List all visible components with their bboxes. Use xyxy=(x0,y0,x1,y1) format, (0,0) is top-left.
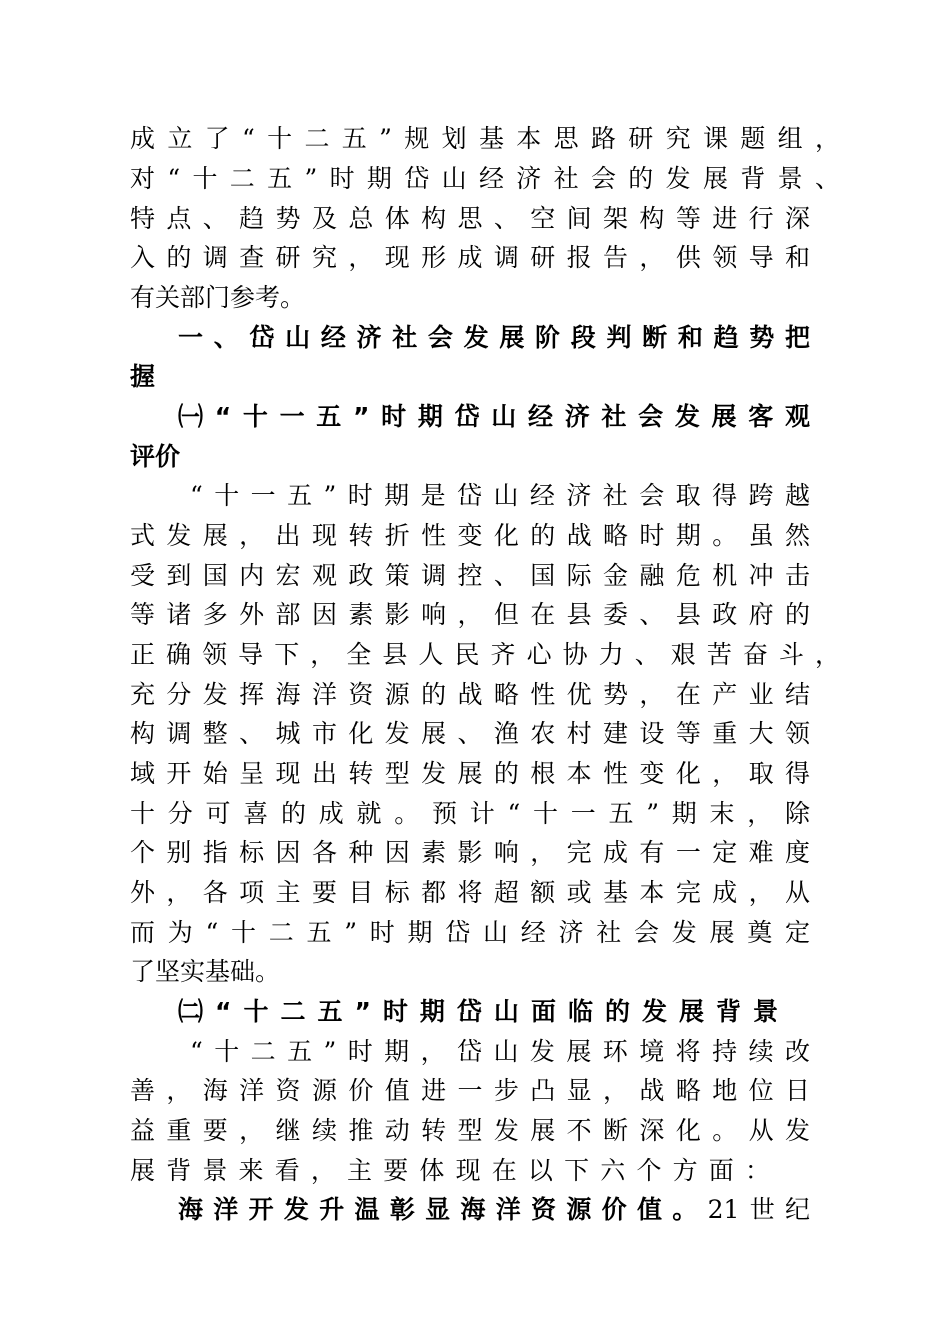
text-line: 等诸多外部因素影响，但在县委、县政府的 xyxy=(130,600,810,629)
text-run: 21世纪 xyxy=(707,1195,810,1224)
text-line: 构调整、城市化发展、渔农村建设等重大领 xyxy=(130,719,810,748)
text-line: 受到国内宏观政策调控、国际金融危机冲击 xyxy=(130,561,810,590)
text-line xyxy=(178,1190,810,1230)
text-line: “十一五”时期是岱山经济社会取得跨越 xyxy=(190,481,810,510)
text-line: 正确领导下，全县人民齐心协力、艰苦奋斗， xyxy=(130,640,840,669)
text-line: 益重要，继续推动转型发展不断深化。从发 xyxy=(130,1116,810,1145)
text-line: 善，海洋资源价值进一步凸显，战略地位日 xyxy=(130,1076,810,1105)
subsection-heading: ㈠“十一五”时期岱山经济社会发展客观 xyxy=(178,402,810,431)
text-line: 展背景来看，主要体现在以下六个方面： xyxy=(130,1156,770,1185)
emphasis-text: 海洋开发升温彰显海洋资源价值。 xyxy=(178,1195,708,1224)
text-line: 特点、趋势及总体构思、空间架构等进行深 xyxy=(130,204,810,233)
text-line: 式发展，出现转折性变化的战略时期。虽然 xyxy=(130,521,810,550)
text-line: 入的调查研究，现形成调研报告，供领导和 xyxy=(130,243,810,272)
text-line: 域开始呈现出转型发展的根本性变化，取得 xyxy=(130,759,810,788)
text-line: “十二五”时期，岱山发展环境将持续改 xyxy=(190,1037,810,1066)
text-line: 对“十二五”时期岱山经济社会的发展背景、 xyxy=(130,164,840,193)
text-line: 个别指标因各种因素影响，完成有一定难度 xyxy=(130,838,810,867)
text-line: 十分可喜的成就。预计“十一五”期末，除 xyxy=(130,799,810,828)
text-line: 而为“十二五”时期岱山经济社会发展奠定 xyxy=(130,918,810,947)
text-line: 外，各项主要目标都将超额或基本完成，从 xyxy=(130,878,810,907)
subsection-heading: 评价 xyxy=(130,442,181,471)
section-heading: 握 xyxy=(130,362,156,391)
text-line: 充分发挥海洋资源的战略性优势，在产业结 xyxy=(130,680,810,709)
text-line: 有关部门参考。 xyxy=(130,283,306,312)
section-heading: 一、岱山经济社会发展阶段判断和趋势把 xyxy=(178,323,810,352)
text-line: 了坚实基础。 xyxy=(130,957,281,986)
text-line: 成立了“十二五”规划基本思路研究课题组， xyxy=(130,124,840,153)
subsection-heading: ㈡“十二五”时期岱山面临的发展背景 xyxy=(178,997,778,1026)
